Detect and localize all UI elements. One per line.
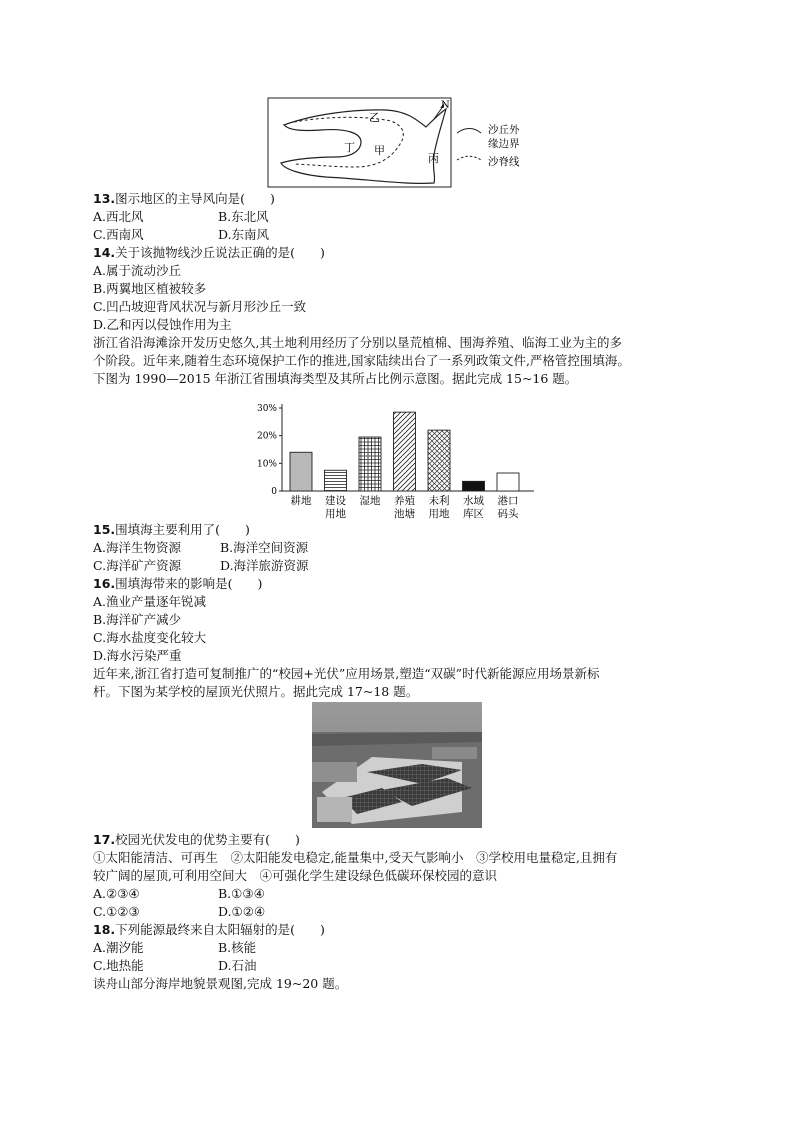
option-b: B.海洋空间资源	[220, 540, 309, 555]
x-tick-label: 港口	[497, 495, 519, 507]
legend-ridge: 沙脊线	[488, 156, 520, 168]
question-number: 13.	[93, 191, 116, 206]
land-use-bar-chart	[252, 396, 542, 524]
question-13	[93, 190, 275, 208]
option-c: C.地热能	[93, 958, 144, 973]
option-a: A.②③④	[93, 886, 140, 901]
x-tick-label: 池塘	[394, 508, 415, 520]
dune-map	[266, 97, 536, 189]
option-a: A.渔业产量逐年锐减	[93, 594, 207, 609]
question-number: 17.	[93, 832, 116, 847]
question-stem: 下列能源最终来自太阳辐射的是( )	[115, 922, 325, 937]
x-tick-label: 库区	[463, 508, 484, 520]
intro-15-line-2: 个阶段。近年来,随着生态环境保护工作的推进,国家陆续出台了一系列政策文件,严格管控围填海。	[93, 353, 630, 368]
legend-boundary-line2: 缘边界	[488, 138, 520, 150]
bar-4	[394, 412, 416, 491]
legend-solid-line	[457, 129, 481, 134]
x-tick-label: 用地	[428, 508, 450, 520]
bar-3	[359, 437, 381, 491]
statement-line-1: ①太阳能清洁、可再生 ②太阳能发电稳定,能量集中,受天气影响小 ③学校用电量稳定,且拥有	[93, 850, 618, 865]
question-15	[93, 521, 250, 539]
rooftop-solar-photo	[312, 702, 482, 828]
question-number: 14.	[93, 245, 116, 260]
option-a: A.海洋生物资源	[93, 540, 182, 555]
y-tick-label: 30%	[256, 404, 277, 414]
option-d: D.①②④	[218, 904, 266, 919]
y-tick-label: 10%	[256, 459, 277, 470]
option-d: D.海洋旅游资源	[220, 558, 309, 573]
map-frame	[268, 98, 451, 187]
y-tick-label: 0	[271, 487, 277, 497]
question-number: 16.	[93, 576, 116, 591]
x-tick-label: 耕地	[290, 495, 312, 507]
bar-6	[463, 481, 485, 491]
photo-illustration	[312, 702, 482, 828]
option-b: B.核能	[218, 940, 257, 955]
question-stem: 图示地区的主导风向是( )	[115, 191, 275, 206]
option-d: D.海水污染严重	[93, 648, 182, 663]
y-tick-label: 20%	[256, 431, 277, 442]
option-b: B.东北风	[218, 209, 269, 224]
label-ding: 丁	[344, 141, 355, 154]
option-a: A.潮汐能	[93, 940, 144, 955]
option-c: C.海洋矿产资源	[93, 558, 182, 573]
option-b: B.海洋矿产减少	[93, 612, 182, 627]
question-stem: 校园光伏发电的优势主要有( )	[115, 832, 300, 847]
x-tick-label: 未利	[428, 495, 450, 507]
statement-line-2: 较广阔的屋顶,可利用空间大 ④可强化学生建设绿色低碳环保校园的意识	[93, 868, 497, 883]
question-16	[93, 575, 262, 593]
intro-15-line-3: 下图为 1990—2015 年浙江省围填海类型及其所占比例示意图。据此完成 15~16 题。	[93, 371, 578, 386]
question-14	[93, 244, 325, 262]
x-tick-label: 码头	[497, 508, 519, 520]
outro-19-20: 读舟山部分海岸地貌景观图,完成 19~20 题。	[93, 976, 348, 991]
label-yi: 乙	[369, 111, 380, 124]
option-c: C.①②③	[93, 904, 140, 919]
question-18	[93, 921, 325, 939]
question-17	[93, 831, 300, 849]
bar-1	[290, 452, 312, 491]
north-label: N	[441, 100, 450, 111]
question-number: 15.	[93, 522, 116, 537]
x-tick-label: 水域	[463, 495, 484, 507]
x-tick-label: 湿地	[359, 495, 381, 507]
question-stem: 关于该抛物线沙丘说法正确的是( )	[115, 245, 325, 260]
option-b: B.两翼地区植被较多	[93, 281, 207, 296]
label-jia: 甲	[374, 144, 385, 157]
label-bing: 丙	[428, 152, 439, 165]
intro-17-line-2: 杆。下图为某学校的屋顶光伏照片。据此完成 17~18 题。	[93, 684, 419, 699]
bar-7	[497, 473, 519, 491]
option-d: D.乙和丙以侵蚀作用为主	[93, 317, 232, 332]
option-a: A.属于流动沙丘	[93, 263, 182, 278]
legend-boundary-line1: 沙丘外	[488, 124, 520, 136]
option-b: B.①③④	[218, 886, 265, 901]
option-c: C.凹凸坡迎背风状况与新月形沙丘一致	[93, 299, 307, 314]
question-stem: 围填海带来的影响是( )	[115, 576, 263, 591]
option-c: C.西南风	[93, 227, 144, 242]
x-tick-label: 用地	[325, 508, 346, 520]
intro-15-line-1: 浙江省沿海滩涂开发历史悠久,其土地利用经历了分别以垦荒植棉、围海养殖、临海工业为主的多	[93, 335, 622, 350]
option-d: D.东南风	[218, 227, 270, 242]
legend-dashed-line	[457, 156, 481, 160]
intro-17-line-1: 近年来,浙江省打造可复制推广的“校园+光伏”应用场景,塑造“双碳”时代新能源应用场景新标	[93, 666, 600, 681]
bar-5	[428, 430, 450, 491]
x-tick-label: 建设	[325, 495, 346, 507]
option-c: C.海水盐度变化较大	[93, 630, 207, 645]
bar-2	[325, 470, 347, 491]
question-stem: 围填海主要利用了( )	[115, 522, 250, 537]
x-tick-label: 养殖	[394, 495, 415, 507]
question-number: 18.	[93, 922, 116, 937]
option-d: D.石油	[218, 958, 257, 973]
option-a: A.西北风	[93, 209, 144, 224]
